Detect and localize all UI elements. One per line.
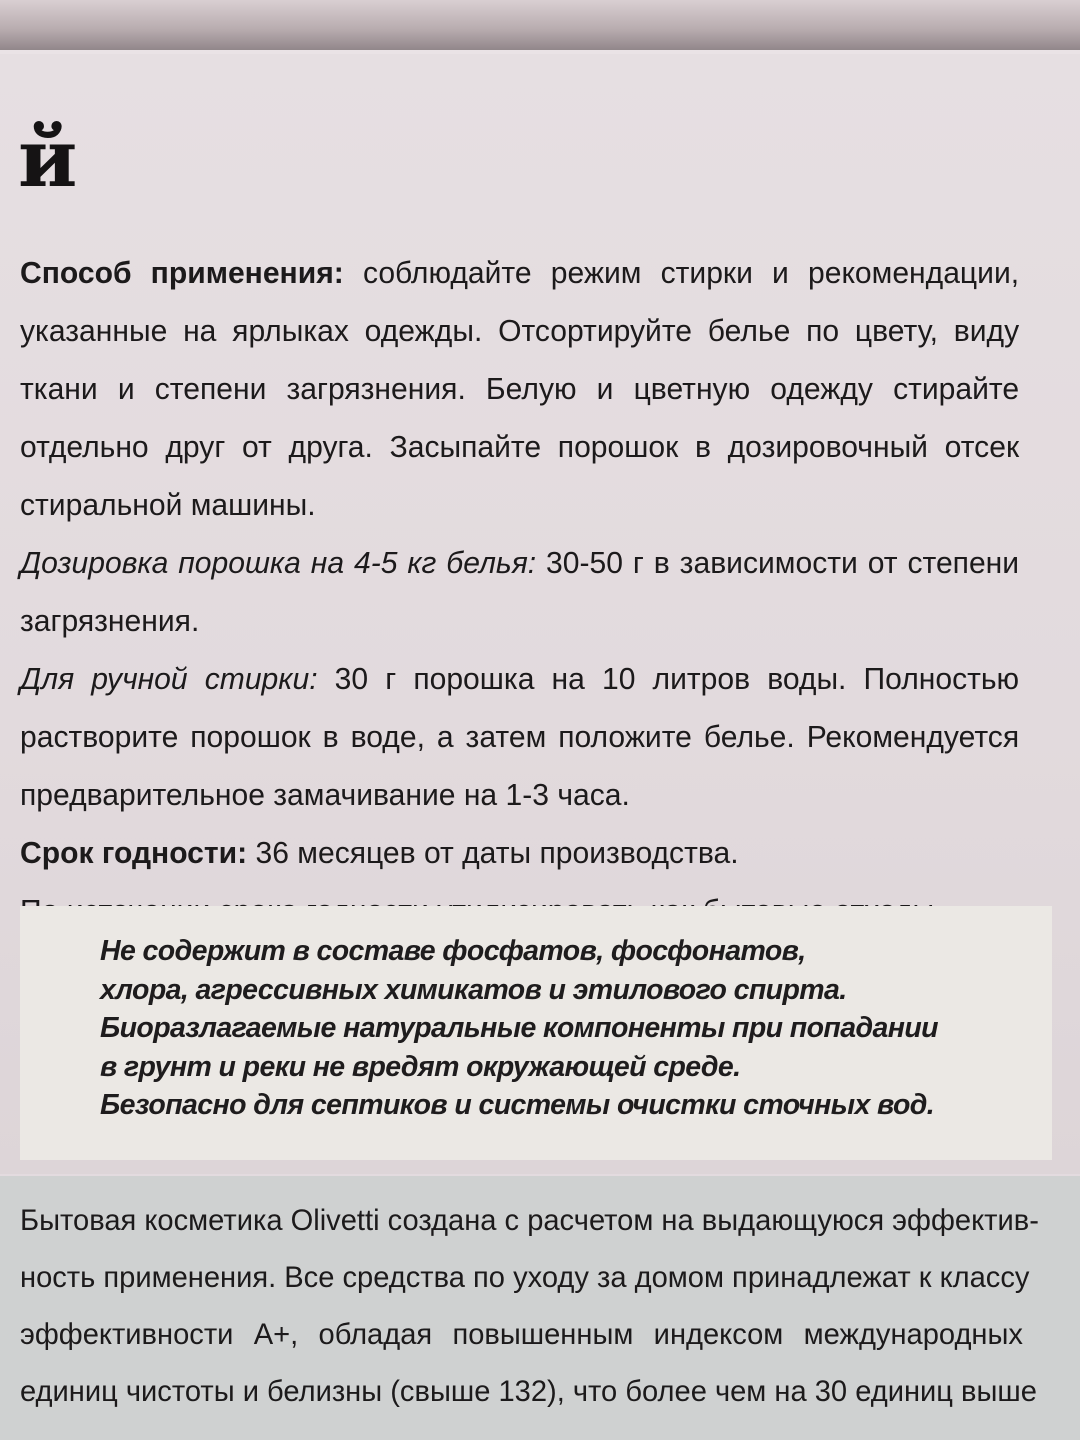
hand-wash-paragraph bbox=[20, 650, 1019, 824]
top-border bbox=[0, 0, 1080, 52]
dosage-label: Дозировка порошка на 4-5 кг белья: bbox=[20, 545, 537, 580]
eco-notice-box bbox=[20, 906, 1052, 1160]
brand-text-line: эффективности А+, обладая повышенным индексом международных bbox=[20, 1318, 1023, 1351]
usage-text: соблюдайте режим стирки и рекомендации, указанные на ярлыках одежды. Отсортируйте белье по цвету, виду ткани и степени загрязнения. Белую и цветную одежду стирайте отдельно друг от друга. Засыпайте порошок в дозировочный отсек стиральной машины. bbox=[20, 255, 1020, 522]
usage-label: Способ применения: bbox=[20, 255, 344, 290]
eco-notice-line: Биоразлагаемые натуральные компоненты при попадании bbox=[100, 1012, 938, 1044]
brand-text-line: единиц чистоты и белизны (свыше 132), что более чем на 30 единиц выше bbox=[20, 1375, 1037, 1408]
brand-text bbox=[20, 1192, 1039, 1420]
shelf-life-text: 36 месяцев от даты производства. bbox=[255, 835, 739, 870]
brand-panel bbox=[0, 1176, 1080, 1440]
hand-wash-text: 30 г порошка на 10 литров воды. Полностью растворите порошок в воде, а затем положите белье. Рекомендуется предварительное замачивание на 1-3 часа. bbox=[20, 661, 1020, 812]
eco-notice-text bbox=[100, 932, 1000, 1125]
instructions-block bbox=[20, 244, 1019, 940]
hand-wash-label: Для ручной стирки: bbox=[20, 661, 318, 696]
shelf-life-label: Срок годности: bbox=[20, 835, 248, 870]
eco-notice-line: в грунт и реки не вредят окружающей среде. bbox=[100, 1050, 741, 1083]
dosage-paragraph bbox=[20, 534, 1019, 650]
eco-notice-line: Безопасно для септиков и системы очистки сточных вод. bbox=[100, 1089, 935, 1121]
brand-text-line: Бытовая косметика Olivetti создана с расчетом на выдающуюся эффектив- bbox=[20, 1204, 1039, 1237]
eco-notice-line: хлора, агрессивных химикатов и этилового спирта. bbox=[100, 973, 847, 1006]
heading-fragment: й bbox=[18, 111, 76, 205]
eco-notice-line: Не содержит в составе фосфатов, фосфонатов, bbox=[100, 935, 806, 967]
usage-paragraph bbox=[20, 244, 1019, 534]
dosage-text: 30-50 г в зависимости от степени загрязнения. bbox=[20, 545, 1020, 638]
brand-text-line: ность применения. Все средства по уходу за домом принадлежат к классу bbox=[20, 1261, 1030, 1294]
shelf-life-paragraph bbox=[20, 824, 1019, 882]
